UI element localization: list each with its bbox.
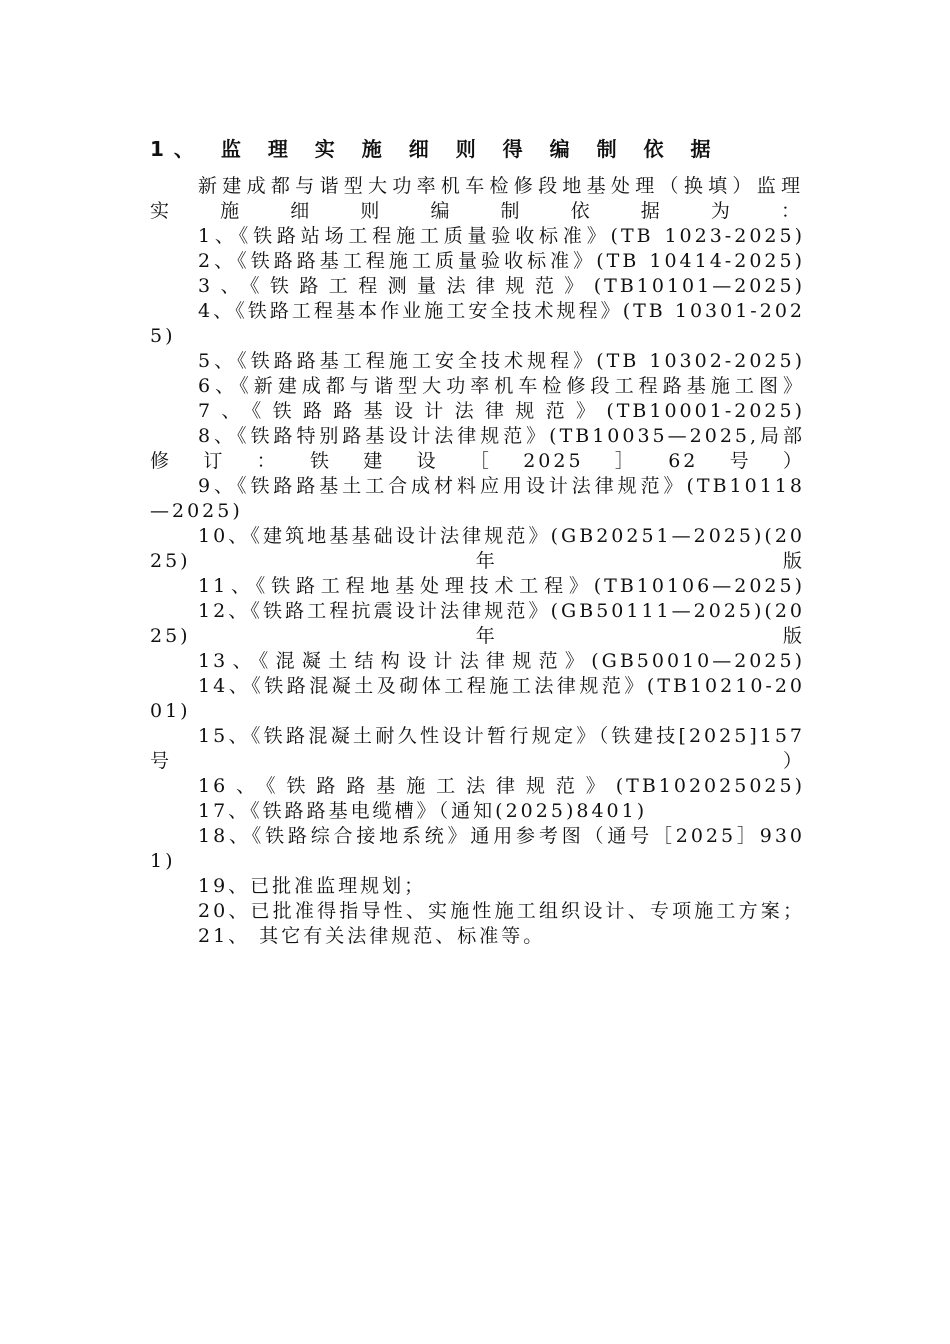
basis-item-14: 14、《铁路混凝土及砌体工程施工法律规范》(TB10210-2001) bbox=[150, 675, 805, 722]
intro-paragraph: 新建成都与谐型大功率机车检修段地基处理（换填）监理实施细则编制依据为： bbox=[150, 175, 805, 222]
basis-item-11: 11、《铁路工程地基处理技术工程》(TB10106—2025) bbox=[198, 575, 805, 597]
section-heading: 1、 监 理 实 施 细 则 得 编 制 依 据 bbox=[150, 137, 721, 161]
basis-item-17: 17、《铁路路基电缆槽》（通知(2025)8401) bbox=[198, 800, 648, 822]
basis-item-8: 8、《铁路特别路基设计法律规范》(TB10035—2025,局部修订：铁建设［2025］62号） bbox=[150, 425, 805, 472]
basis-item-16: 16、《铁路路基施工法律规范》(TB102025025) bbox=[198, 775, 805, 797]
basis-item-15: 15、《铁路混凝土耐久性设计暂行规定》（铁建技[2025]157号） bbox=[150, 725, 805, 772]
basis-item-4: 4、《铁路工程基本作业施工安全技术规程》(TB 10301-2025) bbox=[150, 300, 805, 347]
basis-item-12: 12、《铁路工程抗震设计法律规范》(GB50111—2025)(2025)年版 bbox=[150, 600, 805, 647]
basis-item-7: 7、《铁路路基设计法律规范》(TB10001-2025) bbox=[198, 400, 805, 422]
basis-item-10: 10、《建筑地基基础设计法律规范》(GB20251—2025)(2025)年版 bbox=[150, 525, 805, 572]
basis-item-21: 21、 其它有关法律规范、标准等。 bbox=[198, 925, 546, 947]
basis-item-20: 20、已批准得指导性、实施性施工组织设计、专项施工方案； bbox=[198, 900, 805, 922]
basis-item-13: 13、《混凝土结构设计法律规范》(GB50010—2025) bbox=[198, 650, 805, 672]
basis-item-9: 9、《铁路路基土工合成材料应用设计法律规范》(TB10118—2025) bbox=[150, 475, 805, 522]
basis-item-19: 19、已批准监理规划； bbox=[198, 875, 427, 897]
basis-item-6: 6、《新建成都与谐型大功率机车检修段工程路基施工图》 bbox=[198, 375, 805, 397]
basis-item-3: 3、《铁路工程测量法律规范》(TB10101—2025) bbox=[198, 275, 805, 297]
document-page bbox=[150, 134, 805, 949]
basis-item-1: 1、《铁路站场工程施工质量验收标准》(TB 1023-2025) bbox=[198, 225, 805, 247]
basis-item-5: 5、《铁路路基工程施工安全技术规程》(TB 10302-2025) bbox=[198, 350, 805, 372]
basis-item-2: 2、《铁路路基工程施工质量验收标准》(TB 10414-2025) bbox=[198, 250, 805, 272]
basis-item-18: 18、《铁路综合接地系统》通用参考图（通号［2025］9301) bbox=[150, 825, 805, 872]
